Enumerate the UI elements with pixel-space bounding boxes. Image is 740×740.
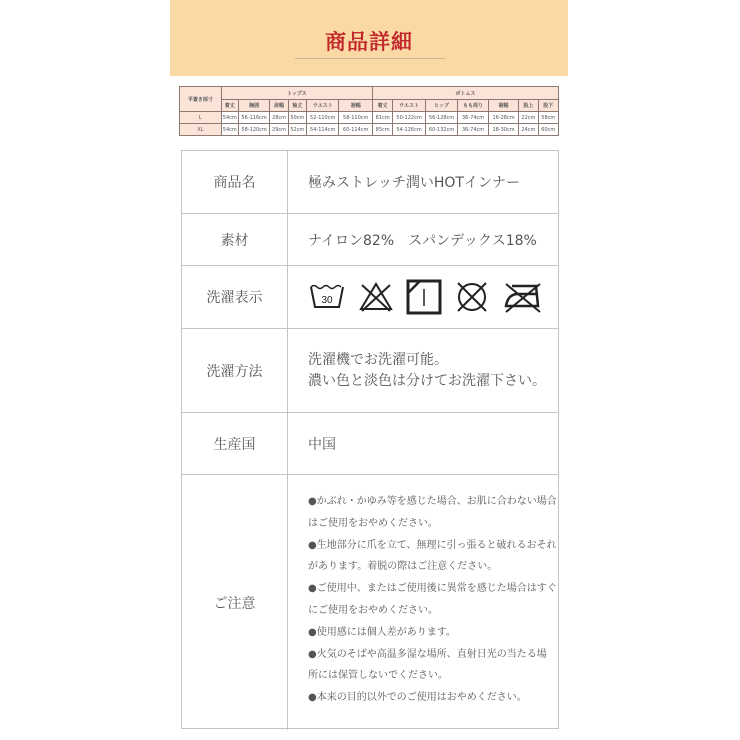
group-tops: トップス xyxy=(221,87,372,100)
care-symbols xyxy=(288,266,558,328)
size-cell: 36-74cm xyxy=(458,112,488,124)
size-cell: 52-110cm xyxy=(306,112,339,124)
value-origin: 中国 xyxy=(308,436,336,453)
caution-line: 所には保管しないでください。 xyxy=(308,670,448,682)
row-material xyxy=(182,214,558,266)
size-cell: 54-126cm xyxy=(393,124,426,136)
no-iron-icon xyxy=(502,280,542,314)
caution-line: はご使用をおやめください。 xyxy=(308,517,438,529)
size-cell: 28cm xyxy=(270,112,288,124)
value-caution xyxy=(288,475,558,730)
size-cell: 16-28cm xyxy=(488,112,518,124)
size-cell: 50-122cm xyxy=(393,112,426,124)
no-tumble-dry-icon xyxy=(454,280,490,314)
label-care-symbols: 洗濯表示 xyxy=(182,266,288,328)
size-cell: 58-110cm xyxy=(339,112,373,124)
size-label: XL xyxy=(180,124,222,136)
size-cell: 50cm xyxy=(288,112,306,124)
col-header: 股上 xyxy=(519,100,538,112)
size-cell: 60-114cm xyxy=(339,124,373,136)
size-cell: 81cm xyxy=(373,112,393,124)
col-header: 着丈 xyxy=(373,100,393,112)
size-cell: 52cm xyxy=(288,124,306,136)
size-table xyxy=(179,86,559,136)
size-cell: 56-116cm xyxy=(238,112,269,124)
wash-method-line: 洗濯機でお洗濯可能。 xyxy=(308,351,448,368)
size-cell: 60cm xyxy=(538,124,558,136)
label-origin: 生産国 xyxy=(182,413,288,474)
col-header: ウエスト xyxy=(306,100,339,112)
table-row xyxy=(180,112,559,124)
col-header: ヒップ xyxy=(425,100,458,112)
size-cell: 54-114cm xyxy=(306,124,339,136)
size-cell: 58cm xyxy=(538,112,558,124)
value-wash-method xyxy=(288,329,558,412)
title-underline xyxy=(295,58,445,59)
caution-line: ●使用感には個人差があります。 xyxy=(308,626,456,638)
label-material: 素材 xyxy=(182,214,288,265)
caution-line: ●火気のそばや高温多湿な場所、直射日光の当たる場 xyxy=(308,648,547,660)
col-header: 股下 xyxy=(538,100,558,112)
size-cell: 36-74cm xyxy=(458,124,488,136)
col-header: 着丈 xyxy=(221,100,238,112)
size-cell: 29cm xyxy=(270,124,288,136)
col-header: 裾幅 xyxy=(339,100,373,112)
row-product-name xyxy=(182,151,558,214)
row-care-symbols xyxy=(182,266,558,329)
row-caution xyxy=(182,475,558,730)
size-cell: 24cm xyxy=(519,124,538,136)
line-dry-shade-icon xyxy=(406,279,442,315)
size-cell: 56-128cm xyxy=(425,112,458,124)
size-cell: 85cm xyxy=(373,124,393,136)
label-product-name: 商品名 xyxy=(182,151,288,213)
caution-line: ●かぶれ・かゆみ等を感じた場合、お肌に合わない場合 xyxy=(308,496,557,507)
size-chart xyxy=(179,86,559,136)
product-details-table xyxy=(181,150,559,729)
table-row xyxy=(180,124,559,136)
page-title: 商品詳細 xyxy=(325,30,413,54)
caution-line: ●生地部分に爪を立て、無理に引っ張ると破れるおそれ xyxy=(308,539,557,551)
size-cell: 18-30cm xyxy=(488,124,518,136)
no-bleach-icon xyxy=(358,281,394,313)
size-cell: 54cm xyxy=(221,124,238,136)
caution-line: ●本来の目的以外でのご使用はおやめください。 xyxy=(308,692,527,704)
header-banner xyxy=(170,0,568,76)
size-cell: 54cm xyxy=(221,112,238,124)
label-wash-method: 洗濯方法 xyxy=(182,329,288,412)
col-header: 肩幅 xyxy=(270,100,288,112)
size-label: L xyxy=(180,112,222,124)
caution-line: にご使用をおやめください。 xyxy=(308,604,438,616)
row-origin xyxy=(182,413,558,475)
col-header: 裾幅 xyxy=(488,100,518,112)
size-corner-label: 平置き採寸 xyxy=(180,87,222,112)
value-material: ナイロン82% スパンデックス18% xyxy=(308,232,537,249)
svg-text:30: 30 xyxy=(321,295,333,306)
value-product-name: 極みストレッチ潤いHOTインナー xyxy=(308,175,520,191)
label-caution: ご注意 xyxy=(182,475,288,730)
col-header: ウエスト xyxy=(393,100,426,112)
col-header: もも周り xyxy=(458,100,488,112)
caution-line: があります。着脱の際はご注意ください。 xyxy=(308,561,498,573)
caution-line: ●ご使用中、またはご使用後に異常を感じた場合はすぐ xyxy=(308,583,557,595)
wash-method-line: 濃い色と淡色は分けてお洗濯下さい。 xyxy=(308,372,546,389)
size-cell: 22cm xyxy=(519,112,538,124)
size-cell: 58-120cm xyxy=(238,124,269,136)
col-header: 胸囲 xyxy=(238,100,269,112)
wash-30-icon xyxy=(308,281,346,313)
group-bottoms: ボトムス xyxy=(373,87,559,100)
size-cell: 60-132cm xyxy=(425,124,458,136)
row-wash-method xyxy=(182,329,558,413)
col-header: 袖丈 xyxy=(288,100,306,112)
